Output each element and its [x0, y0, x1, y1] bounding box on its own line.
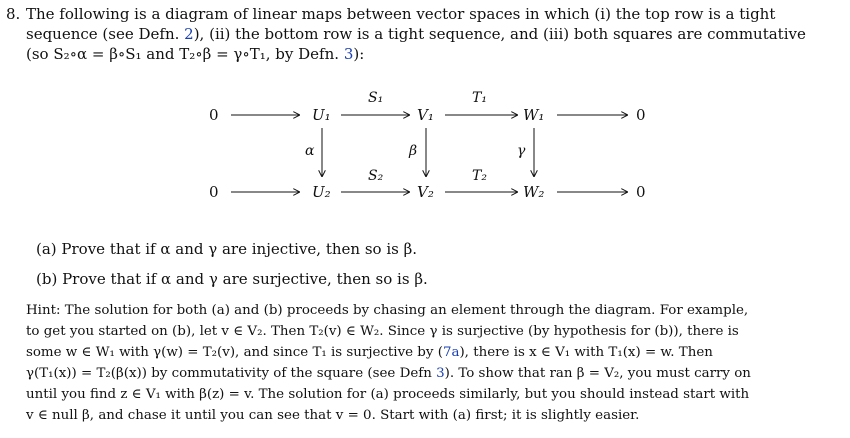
problem-parts	[36, 234, 428, 294]
node-bottom-0-left: 0	[209, 183, 219, 201]
node-top-0-right: 0	[636, 106, 646, 124]
problem-number: 8.	[6, 5, 21, 23]
defn-link-3-hint[interactable]: 3	[436, 366, 445, 381]
node-W2: W₂	[523, 183, 545, 201]
defn-link-2[interactable]: 2	[184, 25, 194, 43]
hint-line-2: to get you started on (b), let v ∈ V₂. Then T₂(v) ∈ W₂. Since γ is surjective (by hypothesis for (b)), there is	[26, 324, 739, 339]
node-U1: U₁	[312, 106, 331, 124]
node-bottom-0-right: 0	[636, 183, 646, 201]
label-T1: T₁	[472, 90, 487, 106]
hint-line-3: some w ∈ W₁ with γ(w) = T₂(v), and since T₁ is surjective by (7a), there is x ∈ V₁ with T₁(x) = w. Then	[26, 345, 713, 360]
problem-line-2: sequence (see Defn. 2), (ii) the bottom row is a tight sequence, and (iii) both squares are commutative	[26, 25, 806, 43]
part-b: (b) Prove that if α and γ are surjective, then so is β.	[36, 270, 428, 288]
problem-line-3: (so S₂∘α = β∘S₁ and T₂∘β = γ∘T₁, by Defn. 3):	[26, 45, 365, 63]
label-S1: S₁	[368, 90, 384, 106]
hint-paragraph	[26, 300, 834, 426]
label-S2: S₂	[368, 168, 384, 184]
label-gamma: γ	[517, 143, 526, 159]
hint-line-5: until you find z ∈ V₁ with β(z) = v. The solution for (a) proceeds similarly, but you should instead start with	[26, 387, 750, 402]
node-top-0-left: 0	[209, 106, 219, 124]
hint-line-6: v ∈ null β, and chase it until you can see that v = 0. Start with (a) first; it is slightly easier.	[26, 408, 640, 423]
commutative-diagram	[195, 88, 665, 212]
problem-line-1: 8. The following is a diagram of linear maps between vector spaces in which (i) the top row is a tight	[6, 5, 776, 23]
node-U2: U₂	[312, 183, 331, 201]
part-a: (a) Prove that if α and γ are injective, then so is β.	[36, 240, 418, 258]
hint-line-1: Hint: The solution for both (a) and (b) proceeds by chasing an element through the diagram. For example,	[26, 303, 749, 318]
node-V1: V₁	[417, 106, 434, 124]
defn-link-3[interactable]: 3	[343, 45, 354, 63]
label-beta: β	[409, 143, 418, 159]
ref-link-7a[interactable]: 7a	[442, 345, 460, 360]
node-W1: W₁	[523, 106, 545, 124]
problem-statement	[6, 4, 836, 64]
hint-line-4: γ(T₁(x)) = T₂(β(x)) by commutativity of the square (see Defn 3). To show that ran β = V₂, you must carry on	[26, 366, 751, 381]
label-T2: T₂	[472, 168, 487, 184]
node-V2: V₂	[417, 183, 434, 201]
label-alpha: α	[305, 143, 315, 159]
